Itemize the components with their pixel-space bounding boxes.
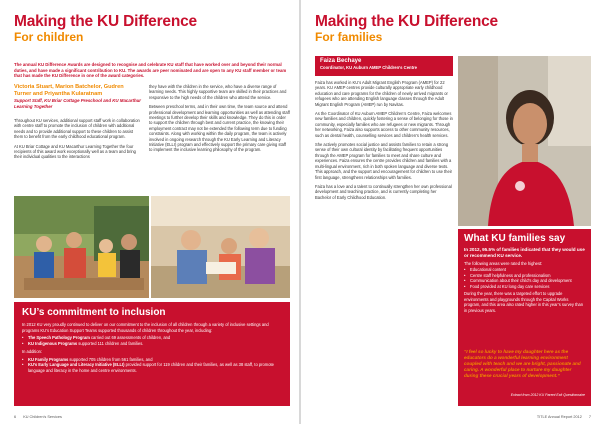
inclusion-list bbox=[22, 335, 282, 346]
inclusion-panel-body bbox=[22, 322, 282, 373]
recipient-role: Support Staff, KU Briar Cottage Preschool and KU Macarthur Learning Together bbox=[14, 97, 142, 109]
list-item: • Educational content bbox=[464, 267, 585, 273]
page-number: 6 bbox=[14, 415, 17, 419]
rated-areas-list bbox=[464, 267, 585, 289]
award-recipients bbox=[14, 84, 142, 110]
paragraph: they have with the children in the service, who have a diverse range of learning needs. This highly supportive team are skilled in their practices and responsive to the high needs of the children who attend the service. bbox=[149, 84, 287, 100]
list-item: • Centre staff helpfulness and professionalism bbox=[464, 273, 585, 279]
list-item: • KU’s Early Language and Literacy Initiative (ELLI) provided support for 119 children and their families, as well as 38 staff, to promote language and literacy in the home and centre environments. bbox=[22, 362, 282, 373]
right-footer bbox=[537, 415, 591, 419]
right-page-subtitle: For families bbox=[315, 30, 383, 44]
paragraph: Faiza has a love and a talent to continually strengthen her own professional development and teaching practice, and is currently completing her Bachelor of Early Childhood Education. bbox=[315, 183, 452, 200]
left-page-title: Making the KU Difference bbox=[14, 13, 197, 30]
families-panel-title: What KU families say bbox=[464, 233, 566, 244]
right-page-title: Making the KU Difference bbox=[315, 13, 498, 30]
survey-lead: In 2012, 95.5% of families indicated that they would use or recommend KU service. bbox=[464, 247, 585, 258]
left-footer bbox=[14, 415, 62, 419]
inclusion-panel bbox=[14, 302, 290, 406]
paragraph: Between preschool terms, and in their own time, the team source and attend professional development and learning opportunities as well as attending staff meetings to further develop their skills and knowledge. They do this in order to support the children through best and current practice, the knowing their employment contract may not be extended the following term due to funding constraints. Along with working within the daily program, the team is actively involved in ongoing research through the KU Early Learning and Literacy Initiative (ELLI) program and effectively support the primary care giving staff to implement the inclusive learning philosophy of the program. bbox=[149, 104, 290, 153]
left-column-2 bbox=[149, 84, 290, 157]
paragraph: Faiza has worked in KU’s Adult Migrant English Program (AMEP) for 22 years. KU AMEP centres provide culturally appropriate early childhood education and care programs for the children of newly arrived migrants or refugees who are attending English language classes through the Adult Migrant English Program (AMEP) run by Navitas. bbox=[315, 80, 448, 107]
children-outdoor-photo bbox=[14, 196, 149, 298]
inclusion-panel-title: KU’s commitment to inclusion bbox=[22, 307, 166, 318]
left-column-1 bbox=[14, 118, 142, 164]
list-item: • KU Indigenous Programs supported 111 children and families. bbox=[22, 341, 282, 347]
recipient-role: Coordinator, KU Auburn AMEP Children’s Centre bbox=[320, 65, 417, 70]
families-panel bbox=[458, 229, 591, 406]
paragraph: Throughout KU services, additional support staff work in collaboration with centre staff to promote the inclusion of children with additional needs and to provide additional support to these children to assist them to benefit from the early childhood educational program. bbox=[14, 118, 140, 140]
awards-intro: The annual KU Difference Awards are designed to recognise and celebrate KU staff that have worked over and beyond their normal duties, and have made a significant contribution to KU. The awards are peer nominated and are open to any KU staff member or team that has made the KU Difference in one of the award categories. bbox=[14, 62, 287, 79]
list-item: • The Speech Pathology Program carried out 69 assessments of children, and bbox=[22, 335, 282, 341]
faiza-portrait-photo bbox=[458, 56, 591, 226]
paragraph: In 2012 KU very proudly continued to deliver on our commitment to the inclusion of all children through a variety of inclusive settings and programs KU’s Education Support Teams supported thousands of children throughout the year, including: bbox=[22, 322, 269, 333]
families-panel-body bbox=[464, 247, 585, 313]
recipient-name: Faiza Bechaye bbox=[320, 58, 362, 64]
list-item: • KU Family Programs supported 705 children from 561 families, and bbox=[22, 357, 282, 363]
inclusion-list-2 bbox=[22, 357, 282, 374]
page-number: 7 bbox=[588, 415, 591, 419]
recipient-names: Victoria Stuart, Marion Batchelor, Gudren Turner and Priyantha Kularatnam bbox=[14, 84, 124, 97]
paragraph: In addition: bbox=[22, 349, 43, 354]
footer-text: TITLE Annual Report 2012 bbox=[536, 415, 582, 419]
list-item: • Food provided at KU long day care services bbox=[464, 284, 585, 290]
parent-quote: “I feel so lucky to have my daughter here as the educators do a wonderful learning environment coupled with teach and we are bright, passionate and caring. A wonderful place to nurture my daughter during these crucial years of development.” bbox=[464, 349, 581, 378]
recipient-banner bbox=[315, 56, 453, 76]
list-item: • Communication about their child’s day and development bbox=[464, 278, 585, 284]
paragraph: During the year, there was a targeted effort to upgrade environments and playgrounds through the Capital Works program, and this area also rated higher in this year’s survey than in previous years. bbox=[464, 291, 584, 313]
left-page bbox=[0, 0, 299, 424]
right-column-1 bbox=[315, 80, 453, 204]
paragraph: At KU Briar Cottage and KU Macarthur Learning Together the four recipients of this award work exceptionally well as a team and bring their individual qualities to the interactions bbox=[14, 143, 136, 160]
paragraph: The following areas were rated the highest: bbox=[464, 260, 543, 266]
quote-source: Extract from 2012 KU Parent Exit Questionnaire bbox=[510, 393, 585, 397]
footer-text: KU Children’s Services bbox=[23, 415, 62, 419]
paragraph: She actively promotes social justice and assists families to retain a strong sense of their own cultural identity by facilitating frequent opportunities through the AMEP program for families to meet and share culture and experiences. Faiza ensures the centre provides children and families with a multi-lingual environment, rich in both spoken language and diverse texts. This approach, and the support and encouragement for children to use their first language, strengthens relationships with families. bbox=[315, 142, 452, 180]
left-page-subtitle: For children bbox=[14, 30, 84, 44]
children-indoor-photo bbox=[151, 196, 290, 298]
paragraph: As the Coordinator of KU Auburn AMEP Children’s Centre, Faiza welcomes new families and children, quickly fostering a sense of belonging for those in community, especially families who are refugees or new migrants. Through her networking, Faiza also supports access to other community resources, such as dental health, counselling services and children’s health services. bbox=[315, 111, 453, 138]
right-page bbox=[301, 0, 600, 424]
